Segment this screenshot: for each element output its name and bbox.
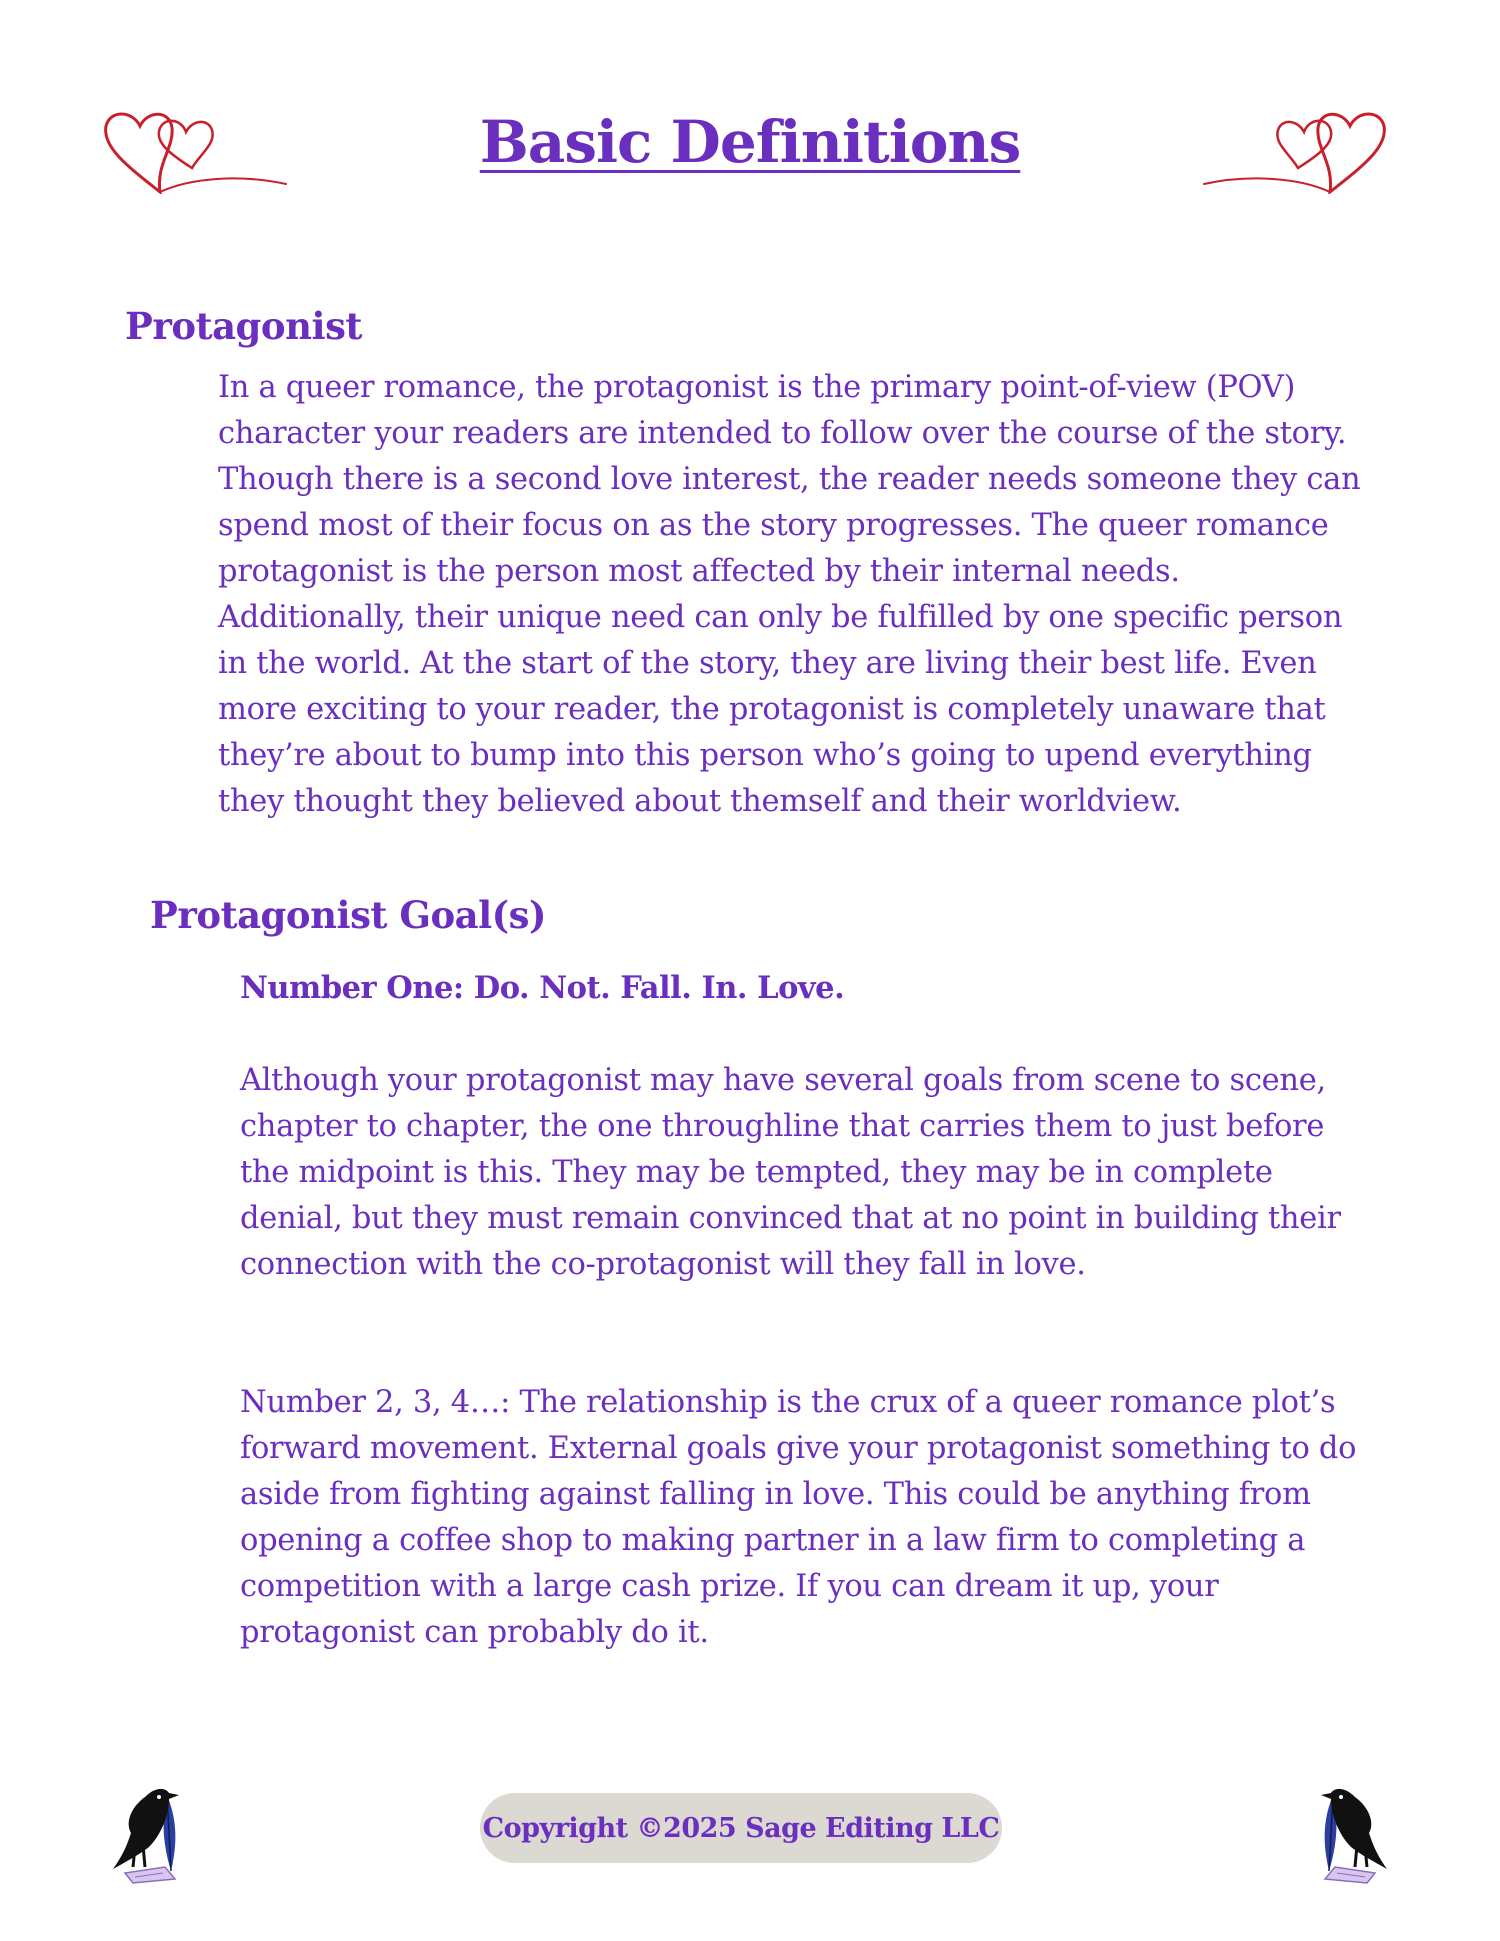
protagonist-paragraph: In a queer romance, the protagonist is the primary point-of-view (POV) character your readers are intended to follow over the course of the story. Though there is a second love interest, the reader needs someone they can spend most of their focus on as the story progresses. The queer romance protagonist is the person most affected by their internal needs. Additionally, their unique need can only be fulfilled by one specific person in the world. At the start of the story, they are living their best life. Even more exciting to your reader, the protagonist is completely unaware that they’re about to bump into this person who’s going to upend everything they thought they believed about themself and their worldview. <box>218 370 1361 819</box>
protagonist-heading: Protagonist <box>125 304 362 348</box>
protagonist-goals-heading: Protagonist Goal(s) <box>150 893 547 937</box>
raven-quill-left-icon <box>105 1775 195 1885</box>
goal-one-title: Number One: Do. Not. Fall. In. Love. <box>240 970 845 1006</box>
page-title: Basic Definitions <box>479 108 1021 176</box>
copyright-badge: Copyright ©2025 Sage Editing LLC <box>480 1793 1002 1863</box>
raven-quill-right-icon <box>1305 1775 1395 1885</box>
goal-more-paragraph: Number 2, 3, 4…: The relationship is the crux of a queer romance plot’s forward movement. External goals give your protagonist something to do aside from fighting against falling in love. This could be anything from opening a coffee shop to making partner in a law firm to completing a competition with a large cash prize. If you can dream it up, your protagonist can probably do it. <box>240 1385 1357 1650</box>
goal-one-paragraph: Although your protagonist may have several goals from scene to scene, chapter to chapter, the one throughline that carries them to just before the midpoint is this. They may be tempted, they may be in complete denial, but they must remain convinced that at no point in building their connection with the co-protagonist will they fall in love. <box>240 1063 1341 1282</box>
